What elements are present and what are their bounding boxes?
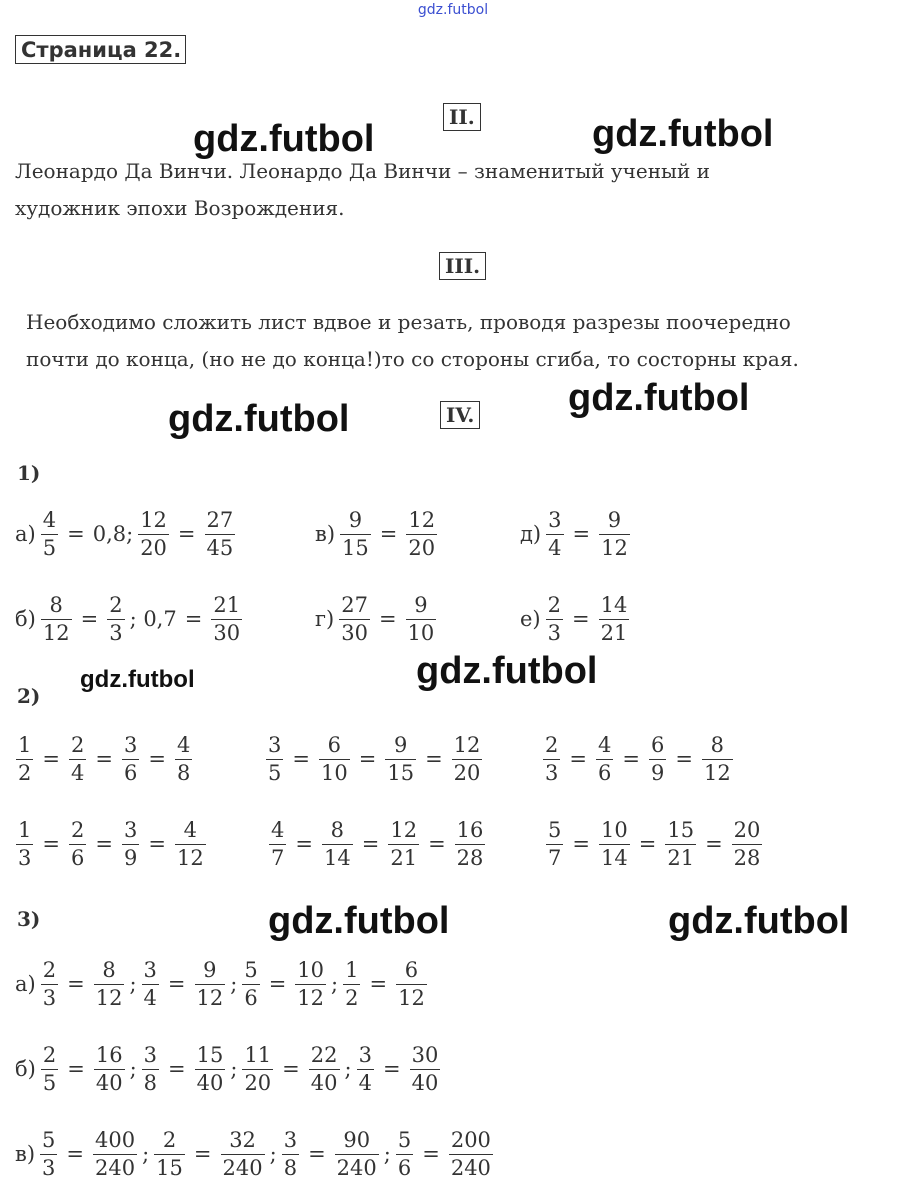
- numerator: 200: [450, 1128, 491, 1152]
- equals-sign: =: [167, 972, 186, 996]
- denominator: 6: [397, 1156, 412, 1180]
- numerator: 2: [70, 733, 85, 757]
- equals-sign: =: [572, 607, 590, 631]
- item-label: б): [15, 607, 36, 631]
- numerator: 21: [213, 593, 241, 617]
- fraction: [410, 1045, 441, 1094]
- item-label: в): [315, 522, 336, 546]
- item-label: е): [520, 607, 541, 631]
- equals-sign: =: [378, 607, 397, 631]
- equals-sign: =: [66, 1142, 84, 1166]
- equals-sign: =: [184, 607, 203, 631]
- denominator: 20: [244, 1071, 272, 1095]
- numerator: 90: [343, 1128, 371, 1152]
- denominator: 3: [547, 621, 561, 645]
- denominator: 12: [196, 986, 224, 1010]
- fraction: [69, 820, 86, 869]
- numerator: 3: [123, 818, 138, 842]
- equation: [15, 960, 430, 1009]
- equation: [13, 735, 195, 784]
- denominator: 20: [140, 536, 167, 560]
- denominator: 12: [703, 761, 731, 785]
- fraction: [599, 510, 630, 559]
- numerator: 6: [327, 733, 342, 757]
- numerator: 2: [109, 593, 123, 617]
- fraction: [211, 595, 242, 644]
- denominator: 12: [95, 986, 123, 1010]
- equals-sign: =: [67, 972, 85, 996]
- fraction: [41, 1045, 58, 1094]
- equals-sign: =: [292, 747, 310, 771]
- numerator: 8: [710, 733, 724, 757]
- denominator: 5: [42, 536, 57, 560]
- numerator: 15: [667, 818, 695, 842]
- fraction: [322, 820, 353, 869]
- fraction: [339, 595, 370, 644]
- watermark: gdz.futbol: [568, 377, 750, 419]
- equals-sign: =: [422, 1142, 440, 1166]
- equation: [315, 595, 439, 644]
- equals-sign: =: [361, 832, 380, 856]
- denominator: 5: [42, 1071, 57, 1095]
- inline-text: ;: [269, 1142, 277, 1166]
- denominator: 3: [42, 986, 57, 1010]
- numerator: 9: [607, 508, 622, 532]
- numerator: 4: [271, 818, 285, 842]
- fraction: [205, 510, 236, 559]
- denominator: 240: [95, 1156, 136, 1180]
- fraction: [452, 735, 483, 784]
- denominator: 21: [390, 846, 418, 870]
- numerator: 5: [548, 818, 562, 842]
- equals-sign: =: [572, 832, 590, 856]
- equals-sign: =: [67, 1057, 85, 1081]
- equals-sign: =: [622, 747, 640, 771]
- numerator: 3: [143, 958, 157, 982]
- watermark: gdz.futbol: [592, 113, 774, 155]
- denominator: 3: [42, 1156, 56, 1180]
- fraction: [142, 1045, 159, 1094]
- fraction: [16, 735, 33, 784]
- task-1-number: 1): [17, 461, 41, 485]
- item-label: а): [15, 522, 36, 546]
- denominator: 240: [222, 1156, 263, 1180]
- denominator: 30: [341, 621, 368, 645]
- denominator: 28: [733, 846, 761, 870]
- fraction: [665, 820, 696, 869]
- fraction: [175, 820, 206, 869]
- fraction: [596, 735, 613, 784]
- numerator: 32: [229, 1128, 256, 1152]
- equals-sign: =: [42, 832, 60, 856]
- equals-sign: =: [638, 832, 657, 856]
- numerator: 1: [18, 733, 32, 757]
- equation: [13, 820, 209, 869]
- denominator: 8: [176, 761, 191, 785]
- equals-sign: =: [42, 747, 60, 771]
- denominator: 20: [453, 761, 481, 785]
- numerator: 1: [345, 958, 359, 982]
- fraction: [94, 960, 125, 1009]
- denominator: 6: [597, 761, 612, 785]
- fraction: [309, 1045, 340, 1094]
- fraction: [295, 960, 326, 1009]
- denominator: 9: [123, 846, 138, 870]
- numerator: 14: [600, 593, 628, 617]
- denominator: 12: [398, 986, 425, 1010]
- denominator: 12: [42, 621, 70, 645]
- fraction: [195, 960, 226, 1009]
- fraction: [195, 1045, 226, 1094]
- fraction: [175, 735, 192, 784]
- section-ii-text: [15, 153, 710, 227]
- numerator: 10: [297, 958, 325, 982]
- text-line: почти до конца, (но не до конца!)то со стороны сгиба, то состорны края.: [26, 347, 799, 371]
- fraction: [41, 510, 58, 559]
- denominator: 14: [600, 846, 628, 870]
- equation: [15, 510, 238, 559]
- denominator: 21: [600, 621, 628, 645]
- numerator: 27: [341, 593, 368, 617]
- denominator: 3: [18, 846, 32, 870]
- fraction: [546, 595, 563, 644]
- numerator: 5: [244, 958, 258, 982]
- numerator: 2: [547, 593, 561, 617]
- numerator: 9: [394, 733, 408, 757]
- denominator: 6: [244, 986, 258, 1010]
- numerator: 4: [183, 818, 197, 842]
- denominator: 9: [650, 761, 665, 785]
- denominator: 40: [411, 1071, 439, 1095]
- section-iii-text: [26, 304, 799, 378]
- fraction: [388, 820, 419, 869]
- equation: [15, 1045, 443, 1094]
- numerator: 12: [453, 733, 481, 757]
- watermark: gdz.futbol: [168, 398, 350, 440]
- fraction: [282, 1130, 299, 1179]
- watermark: gdz.futbol: [80, 666, 195, 693]
- numerator: 3: [123, 733, 138, 757]
- numerator: 9: [348, 508, 363, 532]
- numerator: 9: [414, 593, 428, 617]
- numerator: 4: [176, 733, 191, 757]
- numerator: 5: [42, 1128, 56, 1152]
- fraction: [702, 735, 733, 784]
- numerator: 12: [140, 508, 167, 532]
- denominator: 3: [545, 761, 559, 785]
- numerator: 16: [95, 1043, 123, 1067]
- equals-sign: =: [369, 972, 388, 996]
- equals-sign: =: [193, 1142, 212, 1166]
- denominator: 12: [601, 536, 628, 560]
- fraction: [154, 1130, 185, 1179]
- numerator: 15: [196, 1043, 224, 1067]
- numerator: 6: [650, 733, 665, 757]
- numerator: 1: [18, 818, 32, 842]
- inline-text: ;: [129, 1057, 137, 1081]
- denominator: 21: [667, 846, 695, 870]
- fraction: [546, 820, 563, 869]
- equation: [15, 595, 245, 644]
- fraction: [406, 595, 437, 644]
- fraction: [16, 820, 33, 869]
- numerator: 9: [203, 958, 217, 982]
- fraction: [343, 960, 360, 1009]
- watermark: gdz.futbol: [193, 118, 375, 160]
- denominator: 5: [268, 761, 282, 785]
- fraction: [242, 1045, 273, 1094]
- denominator: 4: [70, 761, 85, 785]
- fraction: [122, 735, 139, 784]
- numerator: 3: [283, 1128, 298, 1152]
- denominator: 40: [196, 1071, 224, 1095]
- equals-sign: =: [177, 522, 196, 546]
- numerator: 20: [733, 818, 761, 842]
- numerator: 8: [49, 593, 63, 617]
- equation: [540, 735, 736, 784]
- equals-sign: =: [95, 832, 113, 856]
- section-ii-label: II.: [443, 103, 481, 131]
- equation: [263, 735, 485, 784]
- fraction: [40, 1130, 57, 1179]
- equals-sign: =: [67, 522, 85, 546]
- text-line: Необходимо сложить лист вдвое и резать, проводя разрезы поочередно: [26, 310, 791, 334]
- numerator: 4: [42, 508, 57, 532]
- denominator: 40: [310, 1071, 338, 1095]
- denominator: 20: [408, 536, 436, 560]
- numerator: 3: [143, 1043, 158, 1067]
- numerator: 11: [244, 1043, 272, 1067]
- numerator: 3: [268, 733, 282, 757]
- denominator: 10: [320, 761, 348, 785]
- task-2-number: 2): [17, 684, 41, 708]
- equals-sign: =: [425, 747, 443, 771]
- inline-text: ;: [383, 1142, 391, 1166]
- fraction: [543, 735, 560, 784]
- numerator: 10: [600, 818, 628, 842]
- site-mark[interactable]: gdz.futbol: [417, 2, 489, 18]
- equals-sign: =: [308, 1142, 326, 1166]
- page-label: Страница 22.: [15, 35, 186, 64]
- section-iv-label: IV.: [440, 401, 480, 429]
- equals-sign: =: [379, 522, 398, 546]
- fraction: [335, 1130, 379, 1179]
- equals-sign: =: [168, 1057, 186, 1081]
- equals-sign: =: [148, 747, 166, 771]
- numerator: 400: [95, 1128, 136, 1152]
- fraction: [385, 735, 416, 784]
- fraction: [396, 1130, 413, 1179]
- fraction: [319, 735, 350, 784]
- fraction: [455, 820, 486, 869]
- denominator: 40: [95, 1071, 123, 1095]
- denominator: 4: [548, 536, 562, 560]
- denominator: 7: [271, 846, 285, 870]
- fraction: [340, 510, 371, 559]
- denominator: 4: [143, 986, 157, 1010]
- inline-text: ;: [230, 972, 238, 996]
- equals-sign: =: [705, 832, 723, 856]
- inline-text: ;: [129, 972, 137, 996]
- numerator: 5: [397, 1128, 412, 1152]
- denominator: 8: [143, 1071, 158, 1095]
- equals-sign: =: [80, 607, 99, 631]
- fraction: [449, 1130, 493, 1179]
- numerator: 12: [390, 818, 418, 842]
- equation: [543, 820, 765, 869]
- equation: [315, 510, 440, 559]
- numerator: 22: [310, 1043, 338, 1067]
- numerator: 2: [42, 958, 57, 982]
- text-line: художник эпохи Возрождения.: [15, 196, 345, 220]
- fraction: [142, 960, 159, 1009]
- denominator: 3: [109, 621, 123, 645]
- denominator: 10: [407, 621, 435, 645]
- numerator: 8: [330, 818, 345, 842]
- inline-text: 0,8;: [92, 522, 134, 546]
- denominator: 240: [450, 1156, 491, 1180]
- equals-sign: =: [295, 832, 313, 856]
- numerator: 16: [456, 818, 484, 842]
- denominator: 15: [156, 1156, 183, 1180]
- denominator: 30: [213, 621, 241, 645]
- equals-sign: =: [572, 522, 591, 546]
- equation: [520, 595, 632, 644]
- denominator: 8: [283, 1156, 298, 1180]
- fraction: [396, 960, 427, 1009]
- fraction: [269, 820, 286, 869]
- fraction: [41, 595, 72, 644]
- fraction: [69, 735, 86, 784]
- numerator: 4: [597, 733, 612, 757]
- denominator: 2: [18, 761, 32, 785]
- fraction: [546, 510, 563, 559]
- numerator: 12: [408, 508, 436, 532]
- fraction: [221, 1130, 265, 1179]
- equals-sign: =: [675, 747, 693, 771]
- numerator: 6: [404, 958, 419, 982]
- numerator: 3: [548, 508, 562, 532]
- fraction: [122, 820, 139, 869]
- denominator: 15: [342, 536, 369, 560]
- numerator: 2: [42, 1043, 57, 1067]
- numerator: 2: [545, 733, 559, 757]
- fraction: [93, 1130, 137, 1179]
- equals-sign: =: [428, 832, 446, 856]
- item-label: б): [15, 1057, 36, 1081]
- text-line: Леонардо Да Винчи. Леонардо Да Винчи – знаменитый ученый и: [15, 159, 710, 183]
- inline-text: ;: [142, 1142, 150, 1166]
- numerator: 2: [162, 1128, 177, 1152]
- equals-sign: =: [95, 747, 113, 771]
- equation: [266, 820, 488, 869]
- inline-text: ;: [331, 972, 339, 996]
- denominator: 14: [323, 846, 351, 870]
- denominator: 4: [358, 1071, 372, 1095]
- numerator: 3: [358, 1043, 372, 1067]
- denominator: 12: [297, 986, 325, 1010]
- denominator: 6: [70, 846, 85, 870]
- fraction: [41, 960, 58, 1009]
- watermark: gdz.futbol: [268, 900, 450, 942]
- fraction: [599, 595, 630, 644]
- inline-text: ; 0,7: [129, 607, 177, 631]
- numerator: 2: [70, 818, 85, 842]
- fraction: [357, 1045, 374, 1094]
- section-iii-label: III.: [439, 252, 486, 280]
- equation: [15, 1130, 496, 1179]
- equals-sign: =: [268, 972, 287, 996]
- fraction: [732, 820, 763, 869]
- fraction: [138, 510, 169, 559]
- item-label: д): [520, 522, 542, 546]
- task-3-number: 3): [17, 907, 41, 931]
- fraction: [649, 735, 666, 784]
- denominator: 2: [345, 986, 359, 1010]
- equals-sign: =: [569, 747, 587, 771]
- numerator: 27: [206, 508, 234, 532]
- denominator: 240: [336, 1156, 377, 1180]
- equals-sign: =: [358, 747, 377, 771]
- equals-sign: =: [148, 832, 166, 856]
- equals-sign: =: [282, 1057, 300, 1081]
- item-label: в): [15, 1142, 36, 1166]
- watermark: gdz.futbol: [668, 900, 850, 942]
- fraction: [266, 735, 283, 784]
- numerator: 30: [411, 1043, 439, 1067]
- denominator: 12: [176, 846, 204, 870]
- denominator: 6: [123, 761, 138, 785]
- fraction: [406, 510, 437, 559]
- fraction: [599, 820, 630, 869]
- item-label: а): [15, 972, 36, 996]
- fraction: [242, 960, 259, 1009]
- numerator: 8: [102, 958, 116, 982]
- denominator: 45: [206, 536, 234, 560]
- watermark: gdz.futbol: [416, 650, 598, 692]
- inline-text: ;: [230, 1057, 238, 1081]
- equation: [520, 510, 633, 559]
- equals-sign: =: [382, 1057, 401, 1081]
- denominator: 7: [548, 846, 562, 870]
- inline-text: ;: [344, 1057, 352, 1081]
- fraction: [107, 595, 124, 644]
- item-label: г): [315, 607, 335, 631]
- denominator: 28: [456, 846, 484, 870]
- denominator: 15: [387, 761, 415, 785]
- fraction: [94, 1045, 125, 1094]
